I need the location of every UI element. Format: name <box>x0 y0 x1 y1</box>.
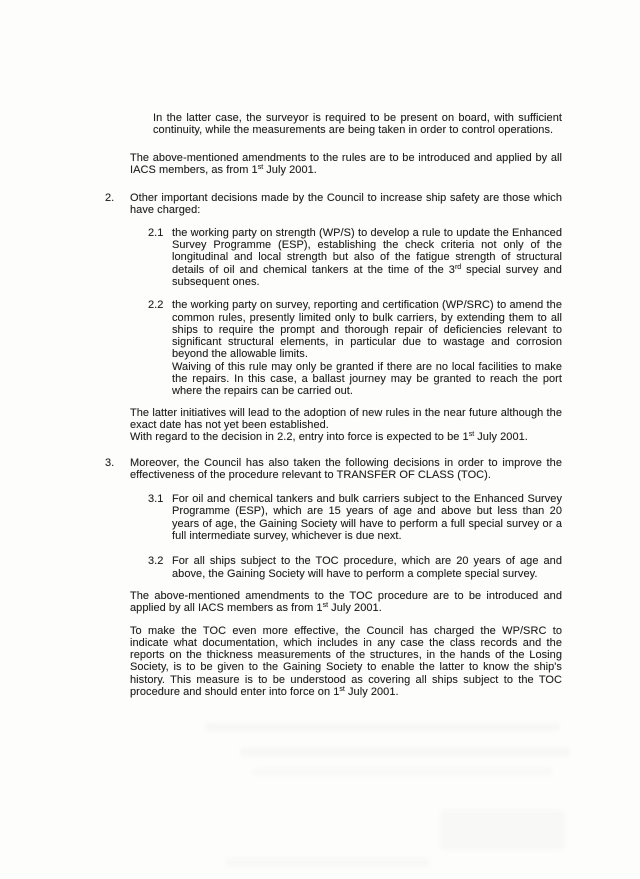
ordinal-superscript: st <box>339 685 345 693</box>
sub-item-2-1 <box>148 227 562 288</box>
scan-artifact <box>240 748 570 756</box>
paragraph-text: To make the TOC even more effective, the Council has charged the WP/SRC to indicate what documentation, which includes in any case the class records and the reports on the thickness measurements of the structures, in the hands of the Losing Society, is to be given to the Gaining Society to enable the latter to know the ship's history. This measure is to be understood as covering all ships subject to the TOC procedure and should enter into force on 1 <box>130 624 562 698</box>
paragraph-text: July 2001. <box>328 602 382 615</box>
item-text: For oil and chemical tankers and bulk carriers subject to the Enhanced Survey Programme (ESP), which are 15 years of age and above but less than 20 years of age, the Gaining Society will have to perform a full special survey or a full intermediate survey, whichever is due next. <box>172 493 562 543</box>
ordinal-superscript: rd <box>454 263 462 271</box>
paragraph-latter-initiatives <box>130 407 562 444</box>
paragraph-make-toc <box>130 625 562 699</box>
paragraph-text: The latter initiatives will lead to the adoption of new rules in the near future although the exact date has not yet been established. <box>130 406 562 431</box>
numbered-item-3 <box>105 457 562 482</box>
scan-artifact <box>205 723 560 731</box>
item-text <box>172 227 562 288</box>
item-text: For all ships subject to the TOC procedure, which are 20 years of age and above, the Gaining Society will have to perform a complete special survey. <box>172 555 562 580</box>
ordinal-superscript: st <box>257 163 264 171</box>
paragraph-amendments-rules <box>130 152 562 177</box>
list-number: 2. <box>105 192 115 205</box>
paragraph-text: July 2001. <box>263 163 317 176</box>
paragraph-text: The above-mentioned amendments to the TOC procedure are to be introduced and applied by all IACS members as from 1 <box>130 589 562 615</box>
paragraph-text: The above-mentioned amendments to the rules are to be introduced and applied by all IACS members, as from 1 <box>130 151 562 176</box>
paragraph-text <box>130 431 562 443</box>
item-text: Moreover, the Council has also taken the following decisions in order to improve the effectiveness of the procedure relevant to TRANSFER OF CLASS (TOC). <box>130 456 562 481</box>
paragraph-amendments-toc <box>130 590 562 615</box>
paragraph-text: With regard to the decision in 2.2, entry into force is expected to be 1 <box>130 431 469 444</box>
paragraph-text: July 2001. <box>474 431 528 444</box>
paragraph-text: July 2001. <box>344 685 399 698</box>
ordinal-superscript: st <box>468 431 475 439</box>
list-number: 2.1 <box>148 226 164 239</box>
item-text <box>172 299 562 397</box>
ordinal-superscript: st <box>322 602 329 610</box>
sub-item-3-1 <box>148 493 562 542</box>
paragraph-text: the working party on survey, reporting and certification (WP/SRC) to amend the common rules, presently limited only to bulk carriers, by extending them to all ships to require the prompt and thorough repair of deficiencies relevant to significant structural elements, in particular due to wastage and corrosion beyond the allowable limits. <box>172 299 562 361</box>
list-number: 3.2 <box>148 555 164 568</box>
list-number: 3.1 <box>148 493 164 506</box>
paragraph-text: special survey and subsequent ones. <box>172 263 562 288</box>
paragraph-latter-case: In the latter case, the surveyor is required to be present on board, with sufficient continuity, while the measurements are being taken in order to control operations. <box>153 112 562 137</box>
list-number: 2.2 <box>148 299 164 312</box>
paragraph-text: the working party on strength (WP/S) to develop a rule to update the Enhanced Survey Programme (ESP), establishing the check criteria not only of the longitudinal and local strength but also of the fatigue strength of structural details of oil and chemical tankers at the time of the 3 <box>172 226 562 276</box>
paragraph-text: Waiving of this rule may only be granted if there are no local facilities to make the repairs. In this case, a ballast journey may be granted to reach the port where the repairs can be carried out. <box>172 360 562 398</box>
scan-artifact <box>252 768 552 775</box>
item-text: Other important decisions made by the Council to increase ship safety are those which have charged: <box>130 192 562 217</box>
numbered-item-2 <box>105 192 562 217</box>
text-column <box>105 112 562 698</box>
scan-artifact <box>225 858 430 867</box>
scan-artifact <box>440 810 565 850</box>
list-number: 3. <box>105 456 115 469</box>
sub-item-2-2 <box>148 299 562 397</box>
sub-item-3-2 <box>148 555 562 580</box>
